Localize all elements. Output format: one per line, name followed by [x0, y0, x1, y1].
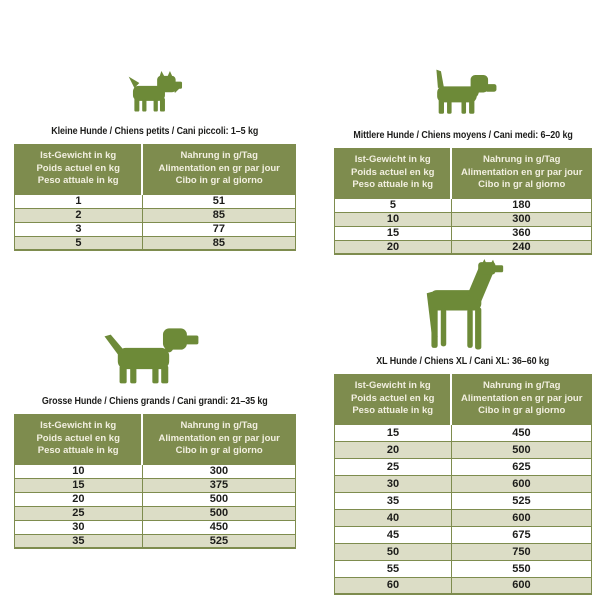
- food-amount-cell: 500: [451, 441, 591, 458]
- weight-cell: 2: [15, 208, 143, 222]
- food-amount-cell: 525: [142, 534, 295, 548]
- weight-cell: 50: [335, 543, 452, 560]
- food-amount-cell: 600: [451, 577, 591, 594]
- weight-cell: 30: [335, 475, 452, 492]
- food-amount-cell: 500: [142, 506, 295, 520]
- table-row: [15, 464, 296, 478]
- food-amount-cell: 450: [451, 424, 591, 441]
- weight-cell: 20: [335, 441, 452, 458]
- section-title: Grosse Hunde / Chiens grands / Cani grandi: 21–35 kg: [42, 395, 268, 407]
- food-amount-cell: 360: [451, 226, 591, 240]
- food-amount-cell: 375: [142, 478, 295, 492]
- feeding-table-small: [14, 144, 296, 251]
- table-row: [335, 424, 592, 441]
- table-row: [15, 534, 296, 548]
- section-large-dogs: [14, 324, 296, 549]
- table-row: [15, 236, 296, 250]
- weight-cell: 10: [335, 212, 452, 226]
- weight-cell: 25: [335, 458, 452, 475]
- dog-illustration-area: [421, 255, 505, 351]
- table-row: [15, 520, 296, 534]
- table-row: [335, 577, 592, 594]
- table-row: [335, 492, 592, 509]
- weight-cell: 5: [335, 198, 452, 212]
- weight-cell: 30: [15, 520, 143, 534]
- weight-cell: 25: [15, 506, 143, 520]
- food-amount-cell: 550: [451, 560, 591, 577]
- food-column-header: Nahrung in g/Tag Alimentation en gr par jour Cibo in gr al giorno: [451, 375, 591, 425]
- weight-column-header: Ist-Gewicht in kg Poids actuel en kg Peso attuale in kg: [335, 375, 452, 425]
- food-column-header: Nahrung in g/Tag Alimentation en gr par jour Cibo in gr al giorno: [142, 415, 295, 465]
- section-small-dogs: [14, 66, 296, 251]
- table-row: [15, 492, 296, 506]
- table-row: [335, 212, 592, 226]
- feeding-table-xl: [334, 374, 592, 595]
- table-header-row: [335, 149, 592, 199]
- food-column-header: Nahrung in g/Tag Alimentation en gr par jour Cibo in gr al giorno: [142, 145, 295, 195]
- food-amount-cell: 625: [451, 458, 591, 475]
- weight-column-header: Ist-Gewicht in kg Poids actuel en kg Peso attuale in kg: [15, 415, 143, 465]
- food-amount-cell: 600: [451, 509, 591, 526]
- weight-cell: 15: [335, 424, 452, 441]
- section-title: Kleine Hunde / Chiens petits / Cani piccoli: 1–5 kg: [51, 125, 259, 137]
- weight-cell: 15: [15, 478, 143, 492]
- weight-cell: 20: [335, 240, 452, 254]
- table-row: [15, 208, 296, 222]
- table-row: [15, 222, 296, 236]
- food-amount-cell: 300: [142, 464, 295, 478]
- table-header-row: [335, 375, 592, 425]
- weight-cell: 40: [335, 509, 452, 526]
- table-row: [335, 526, 592, 543]
- weight-cell: 35: [15, 534, 143, 548]
- weight-cell: 5: [15, 236, 143, 250]
- table-row: [335, 509, 592, 526]
- food-amount-cell: 500: [142, 492, 295, 506]
- dog-illustration-area: [425, 62, 501, 120]
- small-terrier-dog-icon: [123, 70, 187, 116]
- weight-cell: 55: [335, 560, 452, 577]
- food-amount-cell: 600: [451, 475, 591, 492]
- food-amount-cell: 450: [142, 520, 295, 534]
- dog-illustration-area: [123, 66, 187, 116]
- section-xl-dogs: [334, 255, 592, 595]
- food-amount-cell: 675: [451, 526, 591, 543]
- food-amount-cell: 525: [451, 492, 591, 509]
- food-amount-cell: 300: [451, 212, 591, 226]
- table-row: [335, 240, 592, 254]
- weight-cell: 35: [335, 492, 452, 509]
- section-title: Mittlere Hunde / Chiens moyens / Cani medi: 6–20 kg: [353, 129, 573, 141]
- medium-beagle-dog-icon: [425, 68, 501, 120]
- weight-column-header: Ist-Gewicht in kg Poids actuel en kg Peso attuale in kg: [335, 149, 452, 199]
- dog-illustration-area: [101, 324, 209, 386]
- table-row: [335, 441, 592, 458]
- table-row: [15, 506, 296, 520]
- food-amount-cell: 240: [451, 240, 591, 254]
- table-header-row: [15, 415, 296, 465]
- weight-cell: 15: [335, 226, 452, 240]
- xl-great-dane-dog-icon: [421, 259, 505, 351]
- weight-cell: 1: [15, 194, 143, 208]
- food-amount-cell: 85: [142, 208, 295, 222]
- weight-cell: 20: [15, 492, 143, 506]
- table-row: [15, 194, 296, 208]
- table-row: [335, 560, 592, 577]
- table-header-row: [15, 145, 296, 195]
- food-amount-cell: 85: [142, 236, 295, 250]
- weight-cell: 45: [335, 526, 452, 543]
- table-row: [15, 478, 296, 492]
- large-labrador-dog-icon: [101, 324, 209, 386]
- section-medium-dogs: [334, 62, 592, 255]
- weight-cell: 10: [15, 464, 143, 478]
- feeding-table-medium: [334, 148, 592, 255]
- weight-cell: 60: [335, 577, 452, 594]
- food-amount-cell: 77: [142, 222, 295, 236]
- feeding-table-large: [14, 414, 296, 549]
- food-amount-cell: 180: [451, 198, 591, 212]
- food-amount-cell: 750: [451, 543, 591, 560]
- weight-column-header: Ist-Gewicht in kg Poids actuel en kg Peso attuale in kg: [15, 145, 143, 195]
- weight-cell: 3: [15, 222, 143, 236]
- food-column-header: Nahrung in g/Tag Alimentation en gr par jour Cibo in gr al giorno: [451, 149, 591, 199]
- section-title: XL Hunde / Chiens XL / Cani XL: 36–60 kg: [376, 355, 550, 367]
- table-row: [335, 475, 592, 492]
- table-row: [335, 226, 592, 240]
- table-row: [335, 543, 592, 560]
- table-row: [335, 198, 592, 212]
- food-amount-cell: 51: [142, 194, 295, 208]
- table-row: [335, 458, 592, 475]
